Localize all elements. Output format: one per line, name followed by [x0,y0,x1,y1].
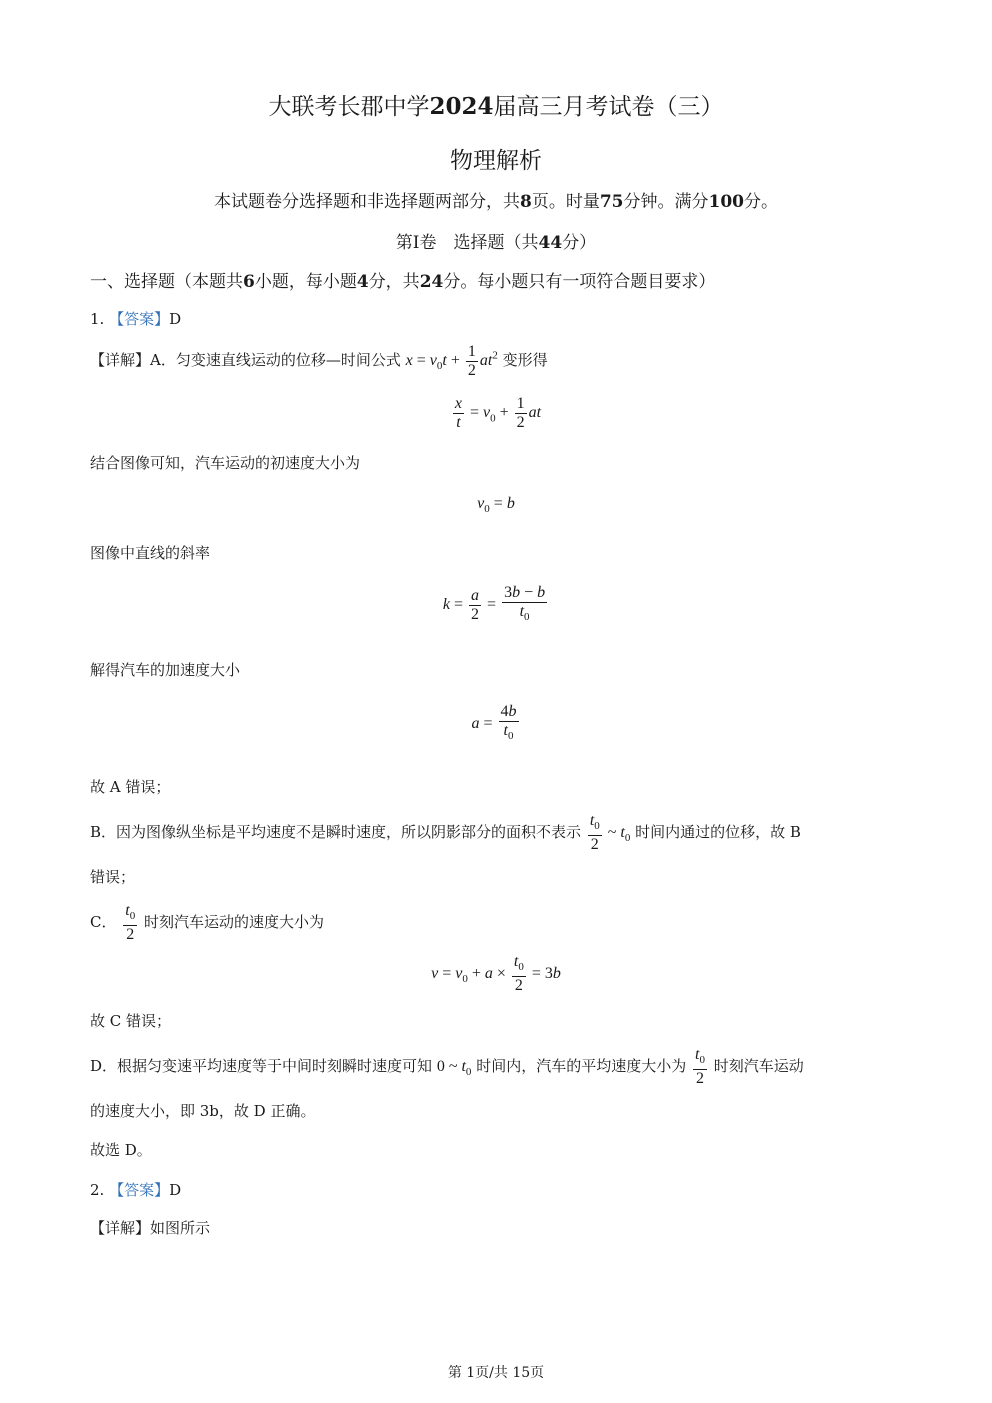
q1-answer-line [90,308,181,329]
formula-v0: $v_0 = b$ [477,495,515,516]
q1-b-wrong: 错误； [90,868,136,886]
volume-text: 分） [562,233,597,253]
page-title [0,88,992,121]
volume-heading [0,228,992,253]
detail-text: C． [90,912,117,931]
part-total: 24 [419,272,444,292]
title-text-end: 届高三月考试卷（三） [493,94,724,120]
formula-range: 0 ~ $t_0$ [436,1057,472,1078]
intro-text: 本试题卷分选择题和非选择题两部分，共 [213,192,520,212]
formula-slope: k = $\frac{a}{2}$ = $\frac{3b - b}{t_0}$ [442,584,546,624]
page-subtitle: 物理解析 [450,148,542,174]
volume-score: 44 [538,233,563,253]
detail-text: A．匀变速直线运动的位移—时间公式 [150,351,401,370]
detail-text: 时刻汽车运动 [713,1056,804,1075]
detail-tag: 【详解】 [90,351,151,370]
formula-acceleration: a = $\frac{4b}{t_0}$ [471,703,517,743]
page-footer: 第 1页/共 15页 [447,1365,545,1381]
part-text: 一、选择题（本题共 [90,272,243,292]
q2-number: 2. [90,1181,105,1199]
answer-tag: 【答案】 [109,1181,170,1199]
formula-displacement: $x = v_0t$ + $\frac{1}{2}$ $at^2$ [405,343,498,379]
formula-half-t0: $\frac{t_0}{2}$ [695,1046,705,1088]
answer-tag: 【答案】 [109,310,170,328]
title-text: 大联考长郡中学 [268,94,430,120]
q1-c-wrong: 故 C 错误； [90,1012,172,1030]
intro-text: 分钟。满分 [623,192,709,212]
detail-text: 时间内，汽车的平均速度大小为 [476,1056,687,1075]
part-each: 4 [356,272,369,292]
q2-answer: D [169,1181,182,1199]
formula-interval: $\frac{t_0}{2}$ ~ $t_0$ [589,812,631,854]
intro-score: 100 [708,192,744,212]
intro-minutes: 75 [599,192,624,212]
q1-slope: 图像中直线的斜率 [90,544,211,562]
part-text: 小题，每小题 [254,272,357,292]
detail-tag: 【详解】 [90,1219,151,1237]
q1-option-b [90,812,801,854]
q1-d-line2: 的速度大小，即 3b，故 D 正确。 [90,1102,316,1120]
part-text: 分，共 [368,272,420,292]
q2-detail [90,1217,210,1238]
detail-text: 时间内通过的位移，故 B [635,822,801,841]
q1-choose: 故选 D。 [90,1141,152,1159]
part-count: 6 [243,272,255,292]
volume-text: 第Ⅰ卷 选择题（共 [395,233,539,253]
part-heading [90,267,715,292]
q1-option-c [90,902,324,944]
q1-a-wrong: 故 A 错误； [90,778,171,796]
q2-answer-line [90,1179,181,1200]
q1-number: 1. [90,310,105,328]
intro-text: 分。 [744,192,778,212]
q1-combine: 结合图像可知，汽车运动的初速度大小为 [90,454,361,472]
q1-detail-a [90,343,548,380]
intro-text: 页。时量 [531,192,600,212]
part-text: 分。每小题只有一项符合题目要求） [443,272,716,292]
formula-velocity: $v = v_0 + a$ × $\frac{t_0}{2}$ = 3b [431,953,561,995]
title-year: 2024 [429,93,494,120]
detail-text: 变形得 [502,351,548,370]
detail-text: 时刻汽车运动的速度大小为 [144,912,325,931]
detail-text: B．因为图像纵坐标是平均速度不是瞬时速度，所以阴影部分的面积不表示 [90,822,582,841]
formula-half-t0: $\frac{t_0}{2}$ [125,902,136,944]
detail-text: D．根据匀变速平均速度等于中间时刻瞬时速度可知 [90,1056,433,1075]
intro-pages: 8 [519,192,532,212]
q1-solve: 解得汽车的加速度大小 [90,661,241,679]
exam-intro [0,187,992,212]
detail-text: 如图所示 [150,1219,211,1237]
q1-answer: D [169,310,182,328]
q1-option-d [90,1046,804,1088]
formula-avg-velocity: $\frac{x}{t}$ = $v_0$ + $\frac{1}{2}$ at [454,395,542,431]
